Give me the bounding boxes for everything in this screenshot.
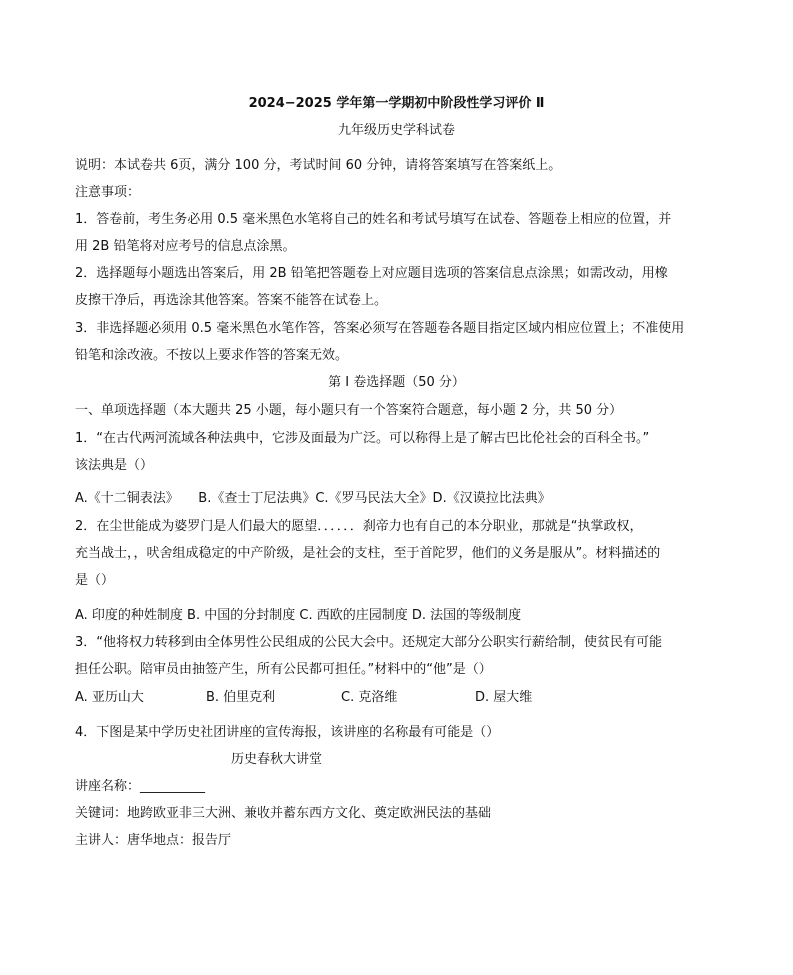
question-2-stem: 是（）	[75, 573, 115, 588]
exam-subtitle: 九年级历史学科试卷	[337, 123, 455, 138]
question-3-option: A. 亚历山大	[75, 690, 144, 705]
question-1-stem: 该法典是（）	[75, 458, 154, 473]
attention-item: 1．答卷前，考生务必用 0.5 毫米黑色水笔将自己的姓名和考试号填写在试卷、答题卷上相应的位置，并	[75, 212, 672, 227]
poster-speaker: 主讲人：唐华地点：报告厅	[75, 833, 232, 848]
question-4-stem: 4．下图是某中学历史社团讲座的宣传海报，该讲座的名称最有可能是（）	[75, 725, 500, 740]
question-3-option: C. 克洛维	[341, 690, 398, 705]
attention-item: 3．非选择题必须用 0.5 毫米黑色水笔作答，答案必须写在答题卷各题目指定区域内相应位置上；不准使用	[75, 321, 685, 336]
question-3-stem: 3．“他将权力转移到由全体男性公民组成的公民大会中。还规定大部分公职实行薪给制，使贫民有可能	[75, 635, 663, 650]
attention-item: 铅笔和涂改液。不按以上要求作答的答案无效。	[75, 348, 349, 363]
poster-keywords: 关键词：地跨欧亚非三大洲、兼收并蓄东西方文化、奠定欧洲民法的基础	[75, 806, 492, 821]
question-2-options: A. 印度的种姓制度 B. 中国的分封制度 C. 西欧的庄园制度 D. 法国的等级制度	[75, 608, 522, 623]
poster-title: 历史春秋大讲堂	[231, 752, 323, 767]
question-1-stem: 1．“在古代两河流域各种法典中，它涉及面最为广泛。可以称得上是了解古巴比伦社会的百科全书。”	[75, 431, 650, 446]
question-3-option: B. 伯里克利	[206, 690, 276, 705]
question-2-stem: 2．在尘世能成为婆罗门是人们最大的愿望．．．．．．刹帝力也有自己的本分职业，那就是“执掌政权，	[75, 519, 643, 534]
attention-title: 注意事项：	[75, 185, 141, 200]
question-2-stem: 充当战士，，吠舍组成稳定的中产阶级，是社会的支柱，至于首陀罗，他们的义务是服从”。材料描述的	[75, 546, 661, 561]
exam-title: 2024−2025 学年第一学期初中阶段性学习评价 Ⅱ	[248, 96, 545, 111]
poster-lecture-name: 讲座名称：__________	[75, 779, 206, 794]
question-1-options: A.《十二铜表法》 B.《查士丁尼法典》C.《罗马民法大全》D.《汉谟拉比法典》	[75, 491, 551, 506]
section-heading: 一、单项选择题（本大题共 25 小题，每小题只有一个答案符合题意，每小题 2 分，共 50 分）	[75, 403, 623, 418]
attention-item: 2．选择题每小题选出答案后，用 2B 铅笔把答题卷上对应题目选项的答案信息点涂黑；如需改动，用橡	[75, 266, 668, 281]
question-3-option: D. 屋大维	[475, 690, 533, 705]
section-title: 第 Ⅰ 卷选择题（50 分）	[328, 375, 465, 390]
exam-description: 说明：本试卷共 6页，满分 100 分，考试时间 60 分钟，请将答案填写在答案纸上。	[75, 158, 562, 173]
attention-item: 用 2B 铅笔将对应考号的信息点涂黑。	[75, 239, 296, 254]
attention-item: 皮擦干净后，再选涂其他答案。答案不能答在试卷上。	[75, 293, 388, 308]
question-3-stem: 担任公职。陪审员由抽签产生，所有公民都可担任。”材料中的“他”是（）	[75, 662, 492, 677]
